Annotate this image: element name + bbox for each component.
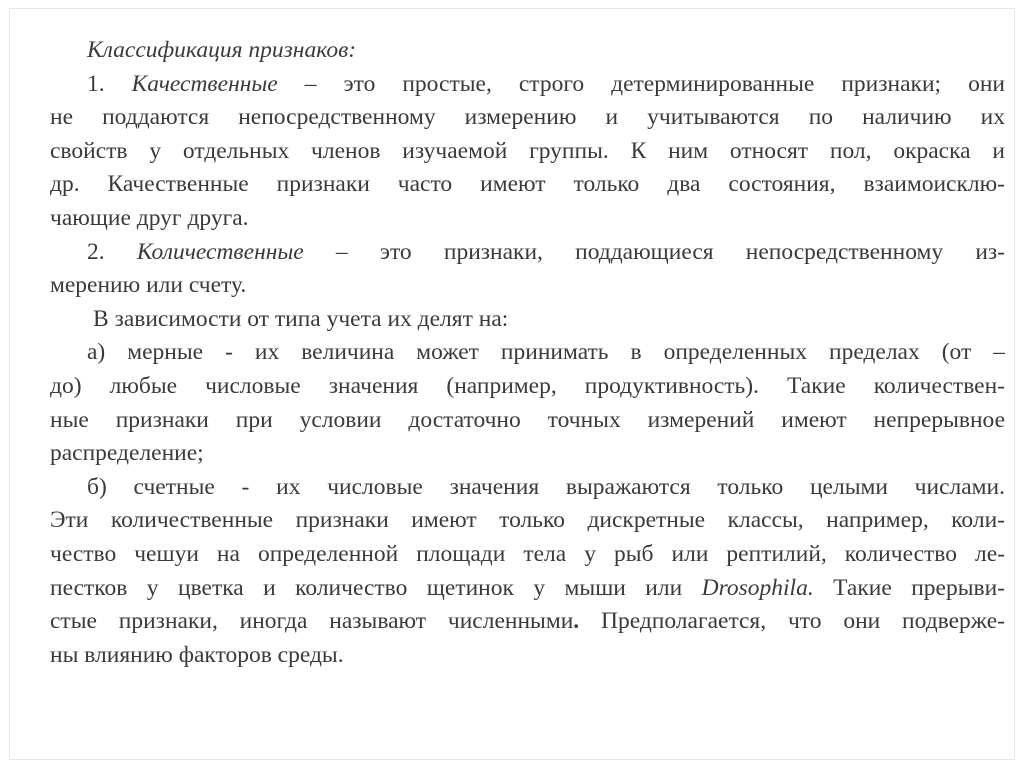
item-b-line-5 — [50, 605, 1005, 639]
intro-line: В зависимости от типа учета их делят на: — [93, 305, 509, 332]
item-b-line-5-text-start: стые признаки, иногда называют численными — [50, 608, 574, 635]
item-b-line-4-text-end: Такие прерыви- — [813, 574, 1005, 601]
paragraph-1-number: 1. — [87, 70, 105, 97]
item-b-line-1: б) счетные - их числовые значения выражаются только целыми числами. — [87, 473, 1005, 500]
item-a-line-1: а) мерные - их величина может принимать в определенных пределах (от – — [87, 339, 1005, 366]
item-a-line-4: распределение; — [50, 440, 204, 467]
item-b-line-4 — [50, 572, 1005, 606]
paragraph-1-line-4: др. Качественные признаки часто имеют только два состояния, взаимоисклю- — [50, 171, 1005, 198]
paragraph-2-line-1 — [50, 236, 1005, 270]
paragraph-1-line-1-text: – это простые, строго детерминированные признаки; они — [277, 70, 1005, 97]
paragraph-1-line-2: не поддаются непосредственному измерению и учитываются по наличию их — [50, 104, 1005, 131]
item-b-line-5-text-end: Предполагается, что они подверже- — [579, 608, 1005, 635]
item-a-line-3: ные признаки при условии достаточно точных измерений имеют непрерывное — [50, 406, 1005, 433]
document-text — [50, 34, 1005, 672]
heading: Классификация признаков: — [87, 37, 357, 63]
genus-name: Drosophila. — [701, 574, 814, 601]
paragraph-1-term: Качественные — [131, 70, 278, 97]
item-b-line-4-text-start: пестков у цветка и количество щетинок у мыши или — [50, 574, 702, 601]
paragraph-2-number: 2. — [87, 238, 105, 265]
paragraph-1-line-1 — [50, 68, 1005, 102]
paragraph-1-line-3: свойств у отдельных членов изучаемой группы. К ним относят пол, окраска и — [50, 137, 1005, 164]
paragraph-1-line-5: чающие друг друга. — [50, 204, 249, 231]
item-a-line-2: до) любые числовые значения (например, продуктивность). Такие количествен- — [50, 372, 1005, 399]
paragraph-2-line-1-text: – это признаки, поддающиеся непосредственному из- — [303, 238, 1005, 265]
item-b-line-3: чество чешуи на определенной площади тела у рыб или рептилий, количество ле- — [50, 540, 1005, 567]
item-b-line-2: Эти количественные признаки имеют только дискретные классы, например, коли- — [50, 507, 1005, 534]
item-b-line-6: ны влиянию факторов среды. — [50, 641, 344, 668]
bold-period: . — [573, 608, 580, 635]
paragraph-2-term: Количественные — [136, 238, 304, 265]
paragraph-2-line-2: мерению или счету. — [50, 272, 247, 299]
